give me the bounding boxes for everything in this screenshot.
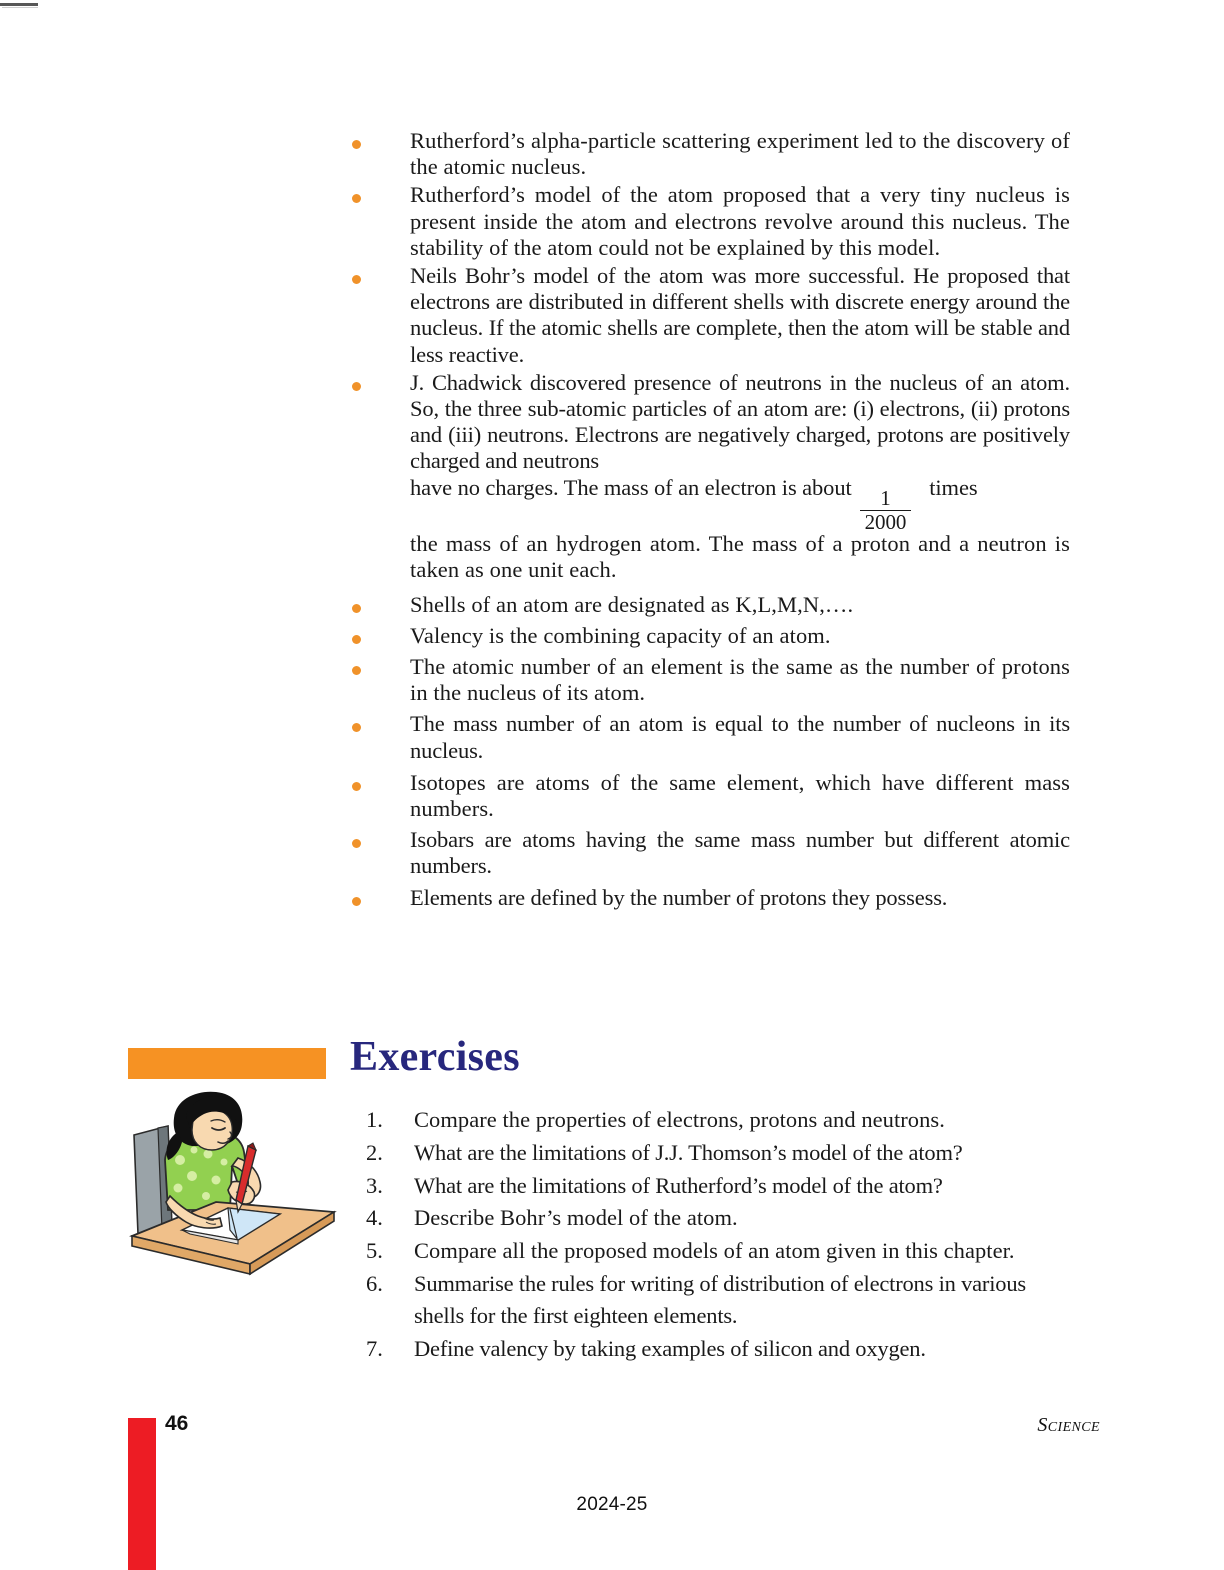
list-item <box>362 1170 1070 1202</box>
bullet-dot-icon <box>352 194 361 203</box>
bullet-dot-icon <box>352 839 361 848</box>
list-item <box>362 1137 1070 1169</box>
list-item <box>348 592 1070 618</box>
bullet-dot-icon <box>352 140 361 149</box>
exercise-number: 4. <box>366 1205 383 1231</box>
bullet-text: Isotopes are atoms of the same element, which have different mass numbers. <box>410 769 1070 822</box>
fraction-numerator: 1 <box>880 485 891 510</box>
bullet-dot-icon <box>352 897 361 906</box>
exercise-text: Compare all the proposed models of an atom given in this chapter. <box>414 1238 1015 1264</box>
bullet-dot-icon <box>352 635 361 644</box>
list-item <box>348 770 1070 822</box>
bullet-text: Elements are defined by the number of protons they possess. <box>410 884 948 910</box>
bullet-text-before-fraction: J. Chadwick discovered presence of neutrons in the nucleus of an atom. So, the three sub-atomic particles of an atom are: (i) electrons, (ii) protons and (iii) neutrons. Electrons are negatively charged, protons are positively charged and neutrons <box>410 369 1070 474</box>
bullet-dot-icon <box>352 666 361 675</box>
exercise-text: Compare the properties of electrons, protons and neutrons. <box>414 1107 945 1132</box>
bullet-text: Valency is the combining capacity of an atom. <box>410 622 831 648</box>
list-item <box>362 1333 1070 1365</box>
exercises-list <box>362 1104 1070 1365</box>
girl-writing-at-desk-illustration <box>120 1088 344 1284</box>
exercise-text: Define valency by taking examples of silicon and oxygen. <box>414 1335 926 1361</box>
list-item <box>362 1235 1070 1267</box>
bullet-text: The mass number of an atom is equal to the number of nucleons in its nucleus. <box>410 711 1070 763</box>
exercise-text: Summarise the rules for writing of distribution of electrons in various shells for the first eighteen elements. <box>414 1270 1026 1328</box>
list-item <box>348 128 1070 180</box>
list-item <box>348 654 1070 706</box>
list-item <box>362 1104 1070 1136</box>
list-item <box>348 827 1070 879</box>
list-item <box>362 1202 1070 1234</box>
footer-year-label: 2024-25 <box>576 1494 648 1515</box>
footer-subject-label: Science <box>1037 1414 1100 1436</box>
fraction-denominator: 2000 <box>864 510 907 535</box>
exercises-orange-bar <box>128 1048 326 1079</box>
list-item <box>348 885 1070 911</box>
bullet-text: Rutherford’s alpha-particle scattering experiment led to the discovery of the atomic nucleus. <box>410 128 1070 180</box>
exercise-text: Describe Bohr’s model of the atom. <box>414 1205 738 1231</box>
exercise-number: 3. <box>366 1172 383 1198</box>
bullet-dot-icon <box>352 604 361 613</box>
bullet-text: The atomic number of an element is the same as the number of protons in the nucleus of its atom. <box>410 654 1070 706</box>
exercise-number: 1. <box>366 1107 383 1132</box>
list-item <box>348 182 1070 261</box>
list-item-with-fraction <box>348 370 1070 584</box>
bullet-text: Neils Bohr’s model of the atom was more successful. He proposed that electrons are distributed in different shells with discrete energy around the nucleus. If the atomic shells are complete, then the atom will be stable and less reactive. <box>410 263 1070 367</box>
fraction-trail-text: times <box>929 474 978 500</box>
exercise-number: 2. <box>366 1139 383 1165</box>
fraction <box>860 485 912 535</box>
exercise-text: What are the limitations of Rutherford’s model of the atom? <box>414 1172 943 1198</box>
list-item <box>348 711 1070 763</box>
list-item <box>348 623 1070 649</box>
bullet-text-after-fraction: the mass of an hydrogen atom. The mass of a proton and a neutron is taken as one unit each. <box>410 531 1070 583</box>
fraction-lead-text: have no charges. The mass of an electron is about <box>410 474 852 500</box>
summary-bullet-list <box>348 128 1070 913</box>
exercise-number: 5. <box>366 1238 383 1264</box>
list-item <box>362 1268 1070 1332</box>
exercise-number: 6. <box>366 1270 383 1296</box>
scan-artifact <box>0 3 38 6</box>
page-number: 46 <box>165 1412 189 1435</box>
exercise-number: 7. <box>366 1335 383 1361</box>
scan-artifact-secondary <box>2 7 38 8</box>
bullet-dot-icon <box>352 275 361 284</box>
bullet-dot-icon <box>352 382 361 391</box>
bullet-text: Isobars are atoms having the same mass number but different atomic numbers. <box>410 827 1070 879</box>
exercise-text: What are the limitations of J.J. Thomson’s model of the atom? <box>414 1139 963 1165</box>
bullet-text: Shells of an atom are designated as K,L,M,N,…. <box>410 591 854 617</box>
bullet-dot-icon <box>352 723 361 732</box>
list-item <box>348 263 1070 368</box>
page-title: Exercises <box>350 1034 520 1080</box>
bullet-text: Rutherford’s model of the atom proposed that a very tiny nucleus is present inside the atom and electrons revolve around this nucleus. The stability of the atom could not be explained by this model. <box>410 182 1070 260</box>
bullet-dot-icon <box>352 782 361 791</box>
fraction-line <box>410 474 1070 535</box>
